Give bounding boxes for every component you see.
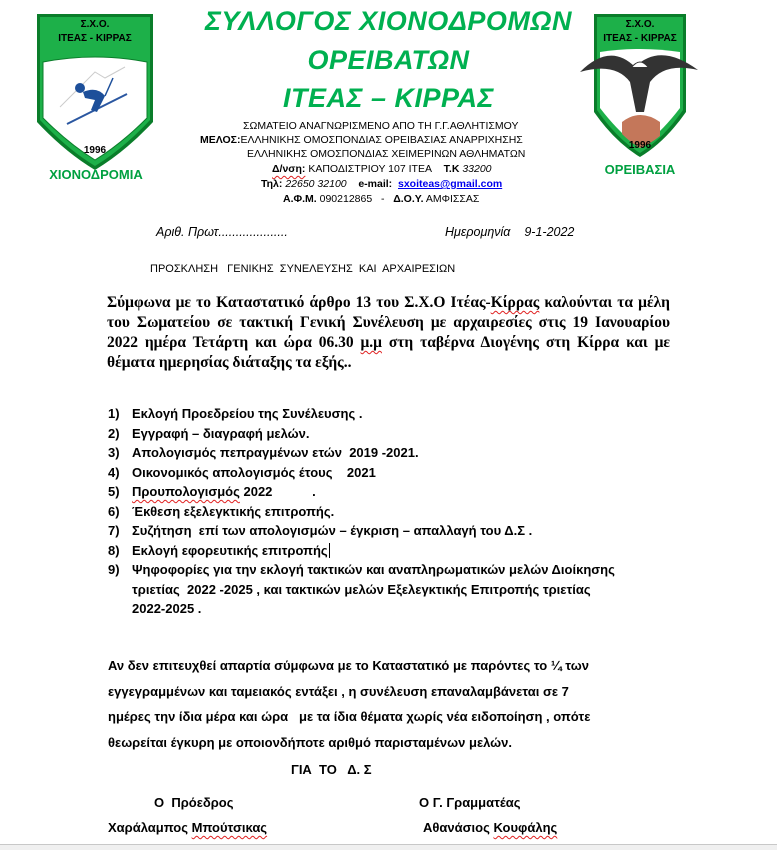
club-title-line-1: ΣΥΛΛΟΓΟΣ ΧΙΟΝΟΔΡΟΜΩΝ [204, 6, 573, 36]
agenda-item [108, 424, 668, 444]
intro-text-2: καλούνται τα μέλη του Σωματείου σε τακτική Γενική Συνέλευση με αρχαιρεσίες στις 19 Ιανουαρίου 2022 ημέρα Τετάρτη και ώρα 06.30 [107, 294, 670, 351]
postal-label: Τ.Κ [443, 163, 460, 175]
left-logo-text-2: ΙΤΕΑΣ - ΚΙΡΡΑΣ [58, 33, 132, 44]
item-number: 7) [108, 523, 120, 538]
item-text: Οικονομικός απολογισμός έτους 2021 [132, 464, 376, 480]
right-logo-text-1: Σ.Χ.Ο. [625, 19, 655, 30]
club-title-line-2: ΟΡΕΙΒΑΤΩΝ [307, 45, 470, 75]
item-text: Εγγραφή – διαγραφή μελών. [132, 425, 310, 441]
item-number: 5) [108, 484, 120, 499]
item-number: 3) [108, 445, 120, 460]
date-line [445, 225, 574, 239]
secretary-last-name: Κουφάλης [493, 820, 558, 835]
left-logo-caption: ΧΙΟΝΟΔΡΟΜΙΑ [49, 167, 143, 182]
doy-label: Δ.Ο.Υ. [393, 193, 424, 205]
afm-label: Α.Φ.Μ. [283, 193, 317, 205]
agenda-item-cont [108, 580, 668, 600]
club-title-line-3: ΙΤΕΑΣ – ΚΙΡΡΑΣ [283, 83, 494, 113]
left-logo-year: 1996 [83, 145, 107, 156]
agenda-item [108, 404, 668, 424]
agenda-item [108, 521, 668, 541]
postal-code: 33200 [462, 163, 492, 175]
item-number: 4) [108, 464, 120, 480]
item-number: 1) [108, 406, 120, 421]
agenda-item-cont [108, 599, 668, 619]
item-text: 2022-2025 . [132, 601, 202, 616]
item-text: Απολογισμός πεπραγμένων ετών 2019 -2021. [132, 445, 419, 460]
president-first-name: Χαράλαμπος [108, 820, 192, 835]
text-cursor [329, 543, 330, 558]
member-line-2: ΕΛΛΗΝΙΚΗΣ ΟΜΟΣΠΟΝΔΙΑΣ ΧΕΙΜΕΡΙΝΩΝ ΑΘΛΗΜΑΤΩΝ [247, 148, 526, 160]
president-title: Ο Πρόεδρος [154, 795, 234, 810]
right-logo-text-2: ΙΤΕΑΣ - ΚΙΡΡΑΣ [603, 33, 677, 44]
intro-text-kirras: Κίρρας [490, 294, 540, 311]
address-line [272, 163, 492, 175]
eagle-logo [580, 12, 700, 162]
item-number: 2) [108, 425, 120, 441]
contact-line [261, 178, 502, 190]
agenda-item [108, 560, 668, 580]
recognition-line: ΣΩΜΑΤΕΙΟ ΑΝΑΓΝΩΡΙΣΜΕΝΟ ΑΠΟ ΤΗ Γ.Γ.ΑΘΛΗΤΙΣΜΟΥ [243, 120, 519, 132]
member-federation-1: ΕΛΛΗΝΙΚΗΣ ΟΜΟΣΠΟΝΔΙΑΣ ΟΡΕΙΒΑΣΙΑΣ ΑΝΑΡΡΙΧΗΣΗΣ [240, 134, 523, 146]
date: 9-1-2022 [524, 225, 575, 239]
agenda-item [108, 541, 668, 561]
agenda-item [108, 463, 668, 483]
right-logo-caption: ΟΡΕΙΒΑΣΙΑ [604, 162, 676, 177]
member-line-1 [200, 134, 523, 146]
intro-text-3: στη ταβέρνα Διογένης στη Κίρρα και με θέματα ημερησίας διάταξης τα εξής.. [107, 334, 670, 371]
item-number: 9) [108, 562, 120, 577]
item-number: 8) [108, 542, 120, 558]
item-text-year: 2022 . [239, 484, 316, 499]
separator: - [380, 193, 385, 205]
quorum-paragraph [108, 653, 590, 755]
intro-text-1: Σύμφωνα με το Καταστατικό άρθρο 13 του Σ.Χ.Ο Ιτέας- [107, 294, 491, 311]
item-text: Προυπολογισμός [132, 484, 240, 499]
president-name [108, 820, 267, 835]
phone-label: Τηλ: [261, 178, 283, 190]
invitation-subject: ΠΡΟΣΚΛΗΣΗ ΓΕΝΙΚΗΣ ΣΥΝΕΛΕΥΣΗΣ ΚΑΙ ΑΡΧΑΙΡΕΣΙΩΝ [150, 263, 456, 275]
item-text: τριετίας 2022 -2025 , και τακτικών μελών Εξελεγκτικής Επιτροπής τριετίας [132, 581, 591, 597]
quorum-line: ημέρες την ίδια μέρα και ώρα με τα ίδια θέματα χωρίς νέα ειδοποίηση , οπότε [108, 709, 591, 724]
item-text: Ψηφοφορίες για την εκλογή τακτικών και αναπληρωματικών μελών Διοίκησης [132, 562, 615, 577]
address-label: Δ/νση: [272, 163, 306, 175]
protocol-number: Αριθ. Πρωτ.................... [156, 225, 288, 239]
email-label: e-mail: [358, 178, 393, 190]
tax-line [283, 193, 479, 205]
address: ΚΑΠΟΔΙΣΤΡΙΟΥ 107 ΙΤΕΑ [308, 163, 432, 175]
email-link[interactable]: sxoiteas@gmail.com [398, 178, 503, 190]
page-bottom-edge [0, 844, 777, 850]
doy: ΑΜΦΙΣΣΑΣ [425, 193, 480, 205]
quorum-line: Αν δεν επιτευχθεί απαρτία σύμφωνα με το Καταστατικό με παρόντες το ¼ των [108, 658, 589, 673]
agenda-item [108, 502, 668, 522]
right-logo-year: 1996 [628, 140, 652, 151]
agenda-item [108, 482, 668, 502]
agenda-item [108, 443, 668, 463]
item-text: Εκλογή εφορευτικής επιτροπής [132, 542, 328, 558]
for-board: ΓΙΑ ΤΟ Δ. Σ [291, 762, 372, 777]
quorum-line: θεωρείται έγκυρη με οποιονδήποτε αριθμό παρισταμένων μελών. [108, 734, 513, 750]
item-text: Έκθεση εξελεγκτικής επιτροπής. [132, 503, 335, 519]
quorum-line: εγγεγραμμένων και ταμειακός εντάξει , η συνέλευση επαναλαμβάνεται σε 7 [108, 683, 569, 699]
item-number: 6) [108, 503, 120, 519]
secretary-title: Ο Γ. Γραμματέας [419, 795, 521, 810]
phone: 22650 32100 [285, 178, 347, 190]
ski-logo [35, 12, 155, 172]
afm: 090212865 [319, 193, 373, 205]
left-logo-text-1: Σ.Χ.Ο. [80, 19, 110, 30]
president-last-name: Μπούτσικας [191, 820, 268, 835]
intro-paragraph [107, 293, 670, 373]
intro-text-pm: μ.μ [360, 334, 382, 351]
date-label: Ημερομηνία [445, 225, 511, 239]
member-label: ΜΕΛΟΣ: [200, 134, 241, 146]
item-text: Συζήτηση επί των απολογισμών – έγκριση – απαλλαγή του Δ.Σ . [132, 523, 533, 538]
secretary-name [423, 820, 557, 835]
item-text: Εκλογή Προεδρείου της Συνέλευσης . [132, 406, 363, 421]
agenda-list [108, 404, 668, 619]
secretary-first-name: Αθανάσιος [423, 820, 494, 835]
